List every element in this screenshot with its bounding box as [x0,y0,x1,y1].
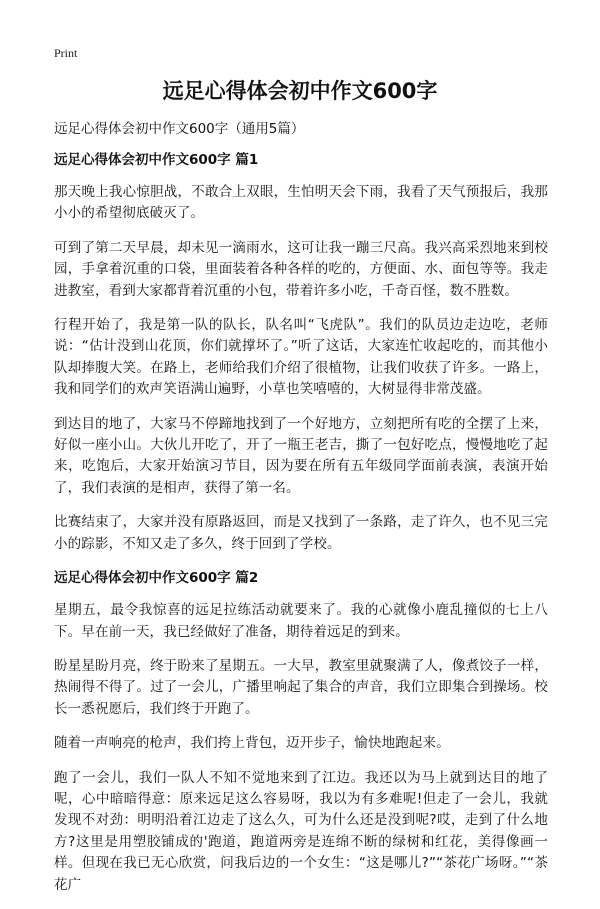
paragraph: 星期五，最令我惊喜的远足拉练活动就要来了。我的心就像小鹿乱撞似的七上八下。早在前一天，我已经做好了准备，期待着远足的到来。 [54,602,548,640]
paragraph: 比赛结束了，大家并没有原路返回，而是又找到了一条路，走了许久，也不见三完小的踪影，不知又走了多久，终于回到了学校。 [54,514,548,552]
paragraph: 跑了一会儿，我们一队人不知不觉地来到了江边。我还以为马上就到达目的地了呢，心中暗暗得意：原来远足这么容易呀，我以为有多难呢!但走了一会儿，我就发现不对劲：明明沿着江边走了这么久，可为什么还是没到呢?哎，走到了什么地方?这里是用塑胶铺成的'跑道，跑道两旁是连绵不断的绿树和红花，美得像画一样。但现在我已无心欣赏，问我后边的一个女生：“这是哪儿?”“茶花广场呀。”“茶花广 [54,769,548,893]
page-title: 远足心得体会初中作文600字 [162,79,438,103]
section-heading: 远足心得体会初中作文600字 篇1 [54,152,259,168]
paragraph: 那天晚上我心惊胆战，不敢合上双眼，生怕明天会下雨，我看了天气预报后，我那小小的希望彻底破灭了。 [54,184,548,222]
section-heading: 远足心得体会初中作文600字 篇2 [54,570,259,587]
print-link[interactable]: Print [54,46,78,60]
paragraph: 盼星星盼月亮，终于盼来了星期五。一大早，教室里就聚满了人，像煮饺子一样，热闹得不得了。过了一会儿，广播里响起了集合的声音，我们立即集合到操场。校长一悉祝愿后，我们终于开跑了。 [54,657,548,717]
document-subtitle: 远足心得体会初中作文600字（通用5篇） [54,121,305,137]
article-section [54,568,548,896]
paragraph: 到达目的地了，大家马不停蹄地找到了一个好地方，立刻把所有吃的全摆了上来，好似一座小山。大伙儿开吃了，开了一瓶王老吉，撕了一包好吃点，慢慢地吃了起来，吃饱后，大家开始演习节目，因为要在所有五年级同学面前表演，表演开始了，我们表演的是相声，获得了第一名。 [54,415,548,496]
paragraph: 可到了第二天早晨，却未见一滴雨水，这可让我一蹦三尺高。我兴高采烈地来到校园，手拿着沉重的口袋，里面装着各种各样的吃的，方便面、水、面包等等。我走进教室，看到大家都背着沉重的小包，带着许多小吃，千奇百怪，数不胜数。 [54,239,548,299]
article-body [54,150,548,909]
paragraph: 行程开始了，我是第一队的队长，队名叫“飞虎队”。我们的队员边走边吃，老师说：“估计没到山花顶，你们就撑坏了。”听了这话，大家连忙收起吃的，而其他小队却捧腹大笑。在路上，老师给我们介绍了很植物，让我们收获了许多。一路上，我和同学们的欢声笑语满山遍野，小草也笑嘻嘻的，大树显得非常茂盛。 [54,317,548,398]
paragraph: 随着一声响亮的枪声，我们挎上背包，迈开步子，愉快地跑起来。 [54,735,450,752]
article-section [54,150,548,555]
